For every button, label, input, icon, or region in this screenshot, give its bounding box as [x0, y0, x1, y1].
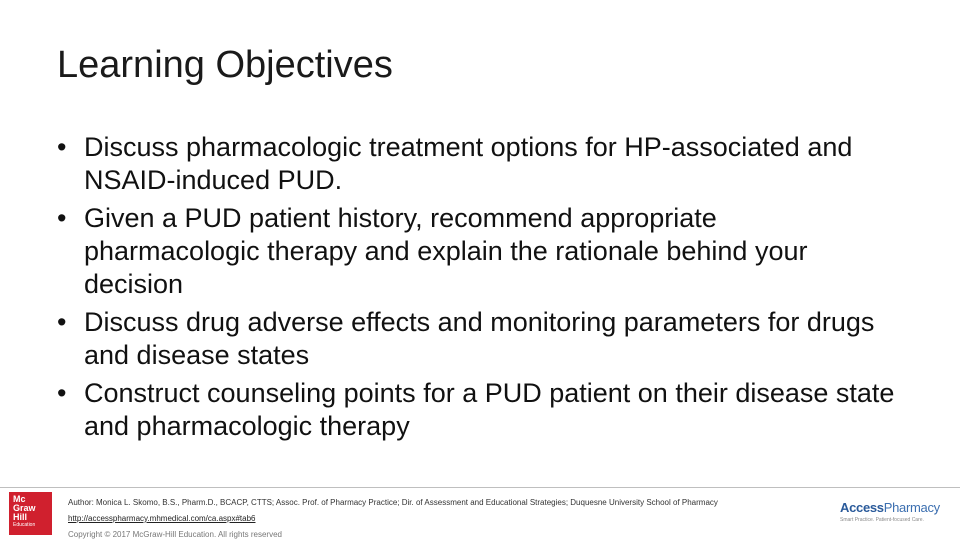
list-item — [57, 131, 897, 197]
brand-name-part: Access — [840, 500, 884, 515]
bullet-icon: • — [57, 132, 67, 162]
copyright-notice: Copyright © 2017 McGraw-Hill Education. All rights reserved — [68, 530, 282, 539]
bullet-icon: • — [57, 307, 67, 337]
bullet-icon: • — [57, 203, 67, 233]
author-credit: Author: Monica L. Skomo, B.S., Pharm.D., BCACP, CTTS; Assoc. Prof. of Pharmacy Practice; Dir. of Assessment and Educational Strategies; Duquesne University School of Pharmacy — [68, 498, 718, 507]
logo-line: Education — [13, 522, 36, 528]
list-item — [57, 202, 897, 301]
objective-text: Discuss drug adverse effects and monitoring parameters for drugs and disease states — [84, 307, 875, 370]
list-item — [57, 306, 897, 372]
logo-line: Hill — [13, 512, 28, 522]
objectives-list — [57, 131, 897, 448]
objective-text: Discuss pharmacologic treatment options for HP-associated and NSAID-induced PUD. — [84, 132, 853, 195]
source-link[interactable]: http://accesspharmacy.mhmedical.com/ca.aspx#tab6 — [68, 514, 256, 523]
brand-name-part: Pharmacy — [883, 500, 940, 515]
bullet-icon: • — [57, 378, 67, 408]
objective-text: Construct counseling points for a PUD patient on their disease state and pharmacologic therapy — [84, 378, 895, 441]
logo-line: Graw — [13, 503, 36, 513]
access-pharmacy-logo — [840, 500, 950, 528]
logo-line: Mc — [13, 494, 26, 504]
list-item — [57, 377, 897, 443]
objective-text: Given a PUD patient history, recommend appropriate pharmacologic therapy and explain the rationale behind your decision — [84, 203, 808, 299]
footer-credits — [68, 497, 718, 540]
slide-title: Learning Objectives — [57, 44, 393, 86]
mcgraw-hill-logo — [9, 492, 52, 535]
footer-divider — [0, 487, 960, 488]
brand-tagline: Smart Practice. Patient-focused Care. — [840, 517, 924, 523]
brand-name — [840, 500, 950, 515]
